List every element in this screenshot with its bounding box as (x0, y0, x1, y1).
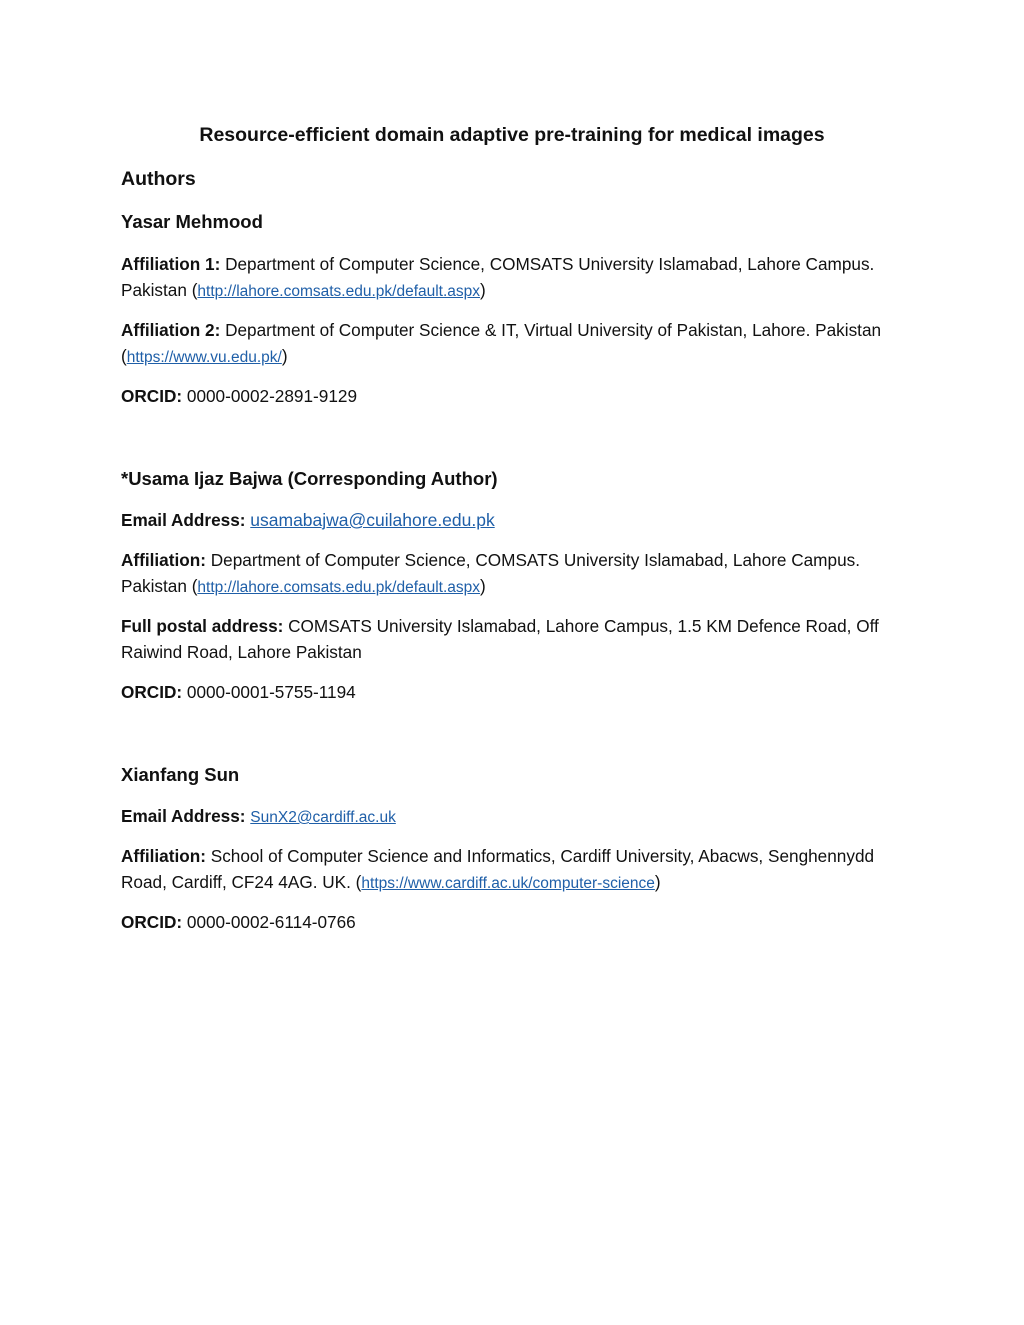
affiliation-text: Department of Computer Science, COMSATS University Islamabad, Lahore Campus. Pakistan ( (121, 550, 860, 596)
author1-orcid (121, 383, 911, 409)
paren-close: ) (480, 280, 486, 300)
orcid-label: ORCID: (121, 682, 183, 702)
author3-affiliation (121, 843, 911, 897)
paren-close: ) (654, 872, 661, 892)
postal-label: Full postal address: (121, 616, 284, 636)
author2-affiliation (121, 547, 911, 601)
author1-affiliation-2 (121, 317, 911, 371)
affiliation-text: School of Computer Science and Informatics, Cardiff University, Abacws, Senghennydd Road, Cardiff, CF24 4AG. UK. ( (121, 846, 875, 892)
email-label: Email Address: (121, 510, 246, 530)
author2-email (121, 507, 911, 533)
paren-close: ) (480, 576, 486, 596)
affiliation-text: Department of Computer Science, COMSATS University Islamabad, Lahore Campus. Pakistan ( (121, 254, 875, 300)
author2-orcid (121, 679, 911, 705)
author-name-3: Xianfang Sun (121, 764, 240, 785)
authors-heading: Authors (121, 168, 196, 190)
author3-email (121, 803, 911, 831)
author1-affiliation-1 (121, 251, 911, 305)
email-link[interactable]: usamabajwa@cuilahore.edu.pk (250, 510, 495, 530)
email-label: Email Address: (121, 806, 246, 826)
affiliation-link[interactable]: http://lahore.comsats.edu.pk/default.aspx (197, 283, 481, 300)
email-link[interactable]: SunX2@cardiff.ac.uk (250, 809, 396, 826)
affiliation-link[interactable]: https://www.cardiff.ac.uk/computer-science (361, 875, 655, 892)
orcid-label: ORCID: (121, 912, 183, 932)
paren-close: ) (281, 346, 288, 366)
author3-orcid (121, 909, 911, 935)
orcid-value: 0000-0002-6114-0766 (182, 912, 356, 932)
orcid-value: 0000-0002-2891-9129 (182, 386, 357, 406)
affiliation-label: Affiliation 2: (121, 320, 221, 340)
affiliation-link[interactable]: http://lahore.comsats.edu.pk/default.aspx (197, 579, 481, 596)
affiliation-link[interactable]: https://www.vu.edu.pk/ (126, 349, 282, 366)
orcid-label: ORCID: (121, 386, 183, 406)
affiliation-label: Affiliation: (121, 550, 206, 570)
author2-postal-address (121, 613, 911, 665)
author-name-2: *Usama Ijaz Bajwa (Corresponding Author) (121, 468, 498, 489)
affiliation-label: Affiliation 1: (121, 254, 221, 274)
affiliation-label: Affiliation: (121, 846, 206, 866)
affiliation-text: Department of Computer Science & IT, Virtual University of Pakistan, Lahore. Pakistan ( (121, 320, 882, 366)
author-name-1: Yasar Mehmood (121, 211, 263, 232)
postal-text: COMSATS University Islamabad, Lahore Campus, 1.5 KM Defence Road, Off Raiwind Road, Lahore Pakistan (121, 616, 879, 662)
orcid-value: 0000-0001-5755-1194 (182, 682, 356, 702)
paper-title: Resource-efficient domain adaptive pre-training for medical images (199, 124, 825, 146)
